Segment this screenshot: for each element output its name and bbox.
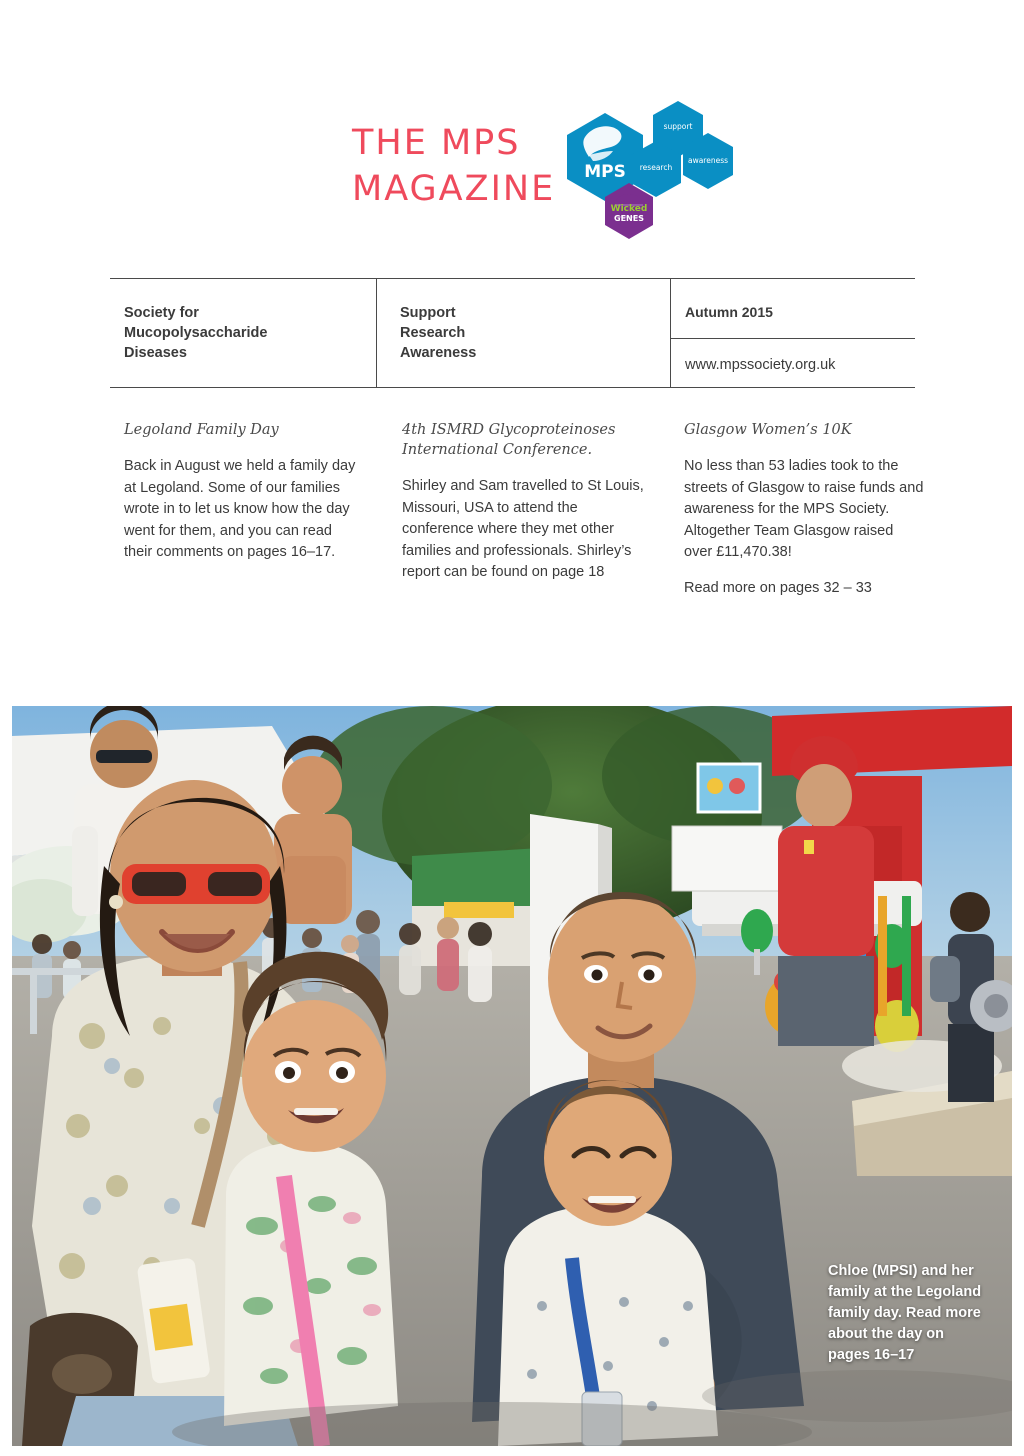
band-rule-top [110,278,915,279]
masthead [0,0,1024,270]
band-rule-bottom [110,387,915,388]
mps-society-logo [545,95,765,255]
logo-hex-label-research: research [639,163,673,172]
magazine-title-line2: MAGAZINE [352,169,556,209]
society-name-line2: Mucopolysaccharide [124,325,268,341]
photo-caption: Chloe (MPSI) and her family at the Legoland family day. Read more about the day on pages 16–17 [828,1263,982,1363]
teaser-heading: Legoland Family Day [124,422,279,438]
issue-date: Autumn 2015 [685,304,773,320]
logo-center-label: MPS [584,162,626,182]
logo-hex-label-support: support [663,122,693,131]
society-name-line3: Diseases [124,345,187,361]
background-person-center [274,736,352,924]
cover-photograph [12,706,1012,1446]
teaser-column-ismrd [402,420,652,598]
magazine-title-line1: THE MPS [352,123,521,163]
teaser-column-legoland [124,420,364,578]
teaser-read-more: Read more on pages 32 – 33 [684,579,872,596]
teaser-paragraph: Shirley and Sam travelled to St Louis, Missouri, USA to attend the conference where they met other families and professionals. Shirley’s report can be found on page 18 [402,478,644,580]
pillars [400,303,476,363]
pillar-awareness: Awareness [400,345,477,361]
teaser-paragraph: No less than 53 ladies took to the streets of Glasgow to raise funds and awareness for the MPS Society. Altogether Team Glasgow raised over £11,470.38! [684,458,924,560]
logo-badge-line2: GENES [614,214,644,223]
band-rule-mid [670,338,915,339]
teaser-columns [110,420,924,640]
society-name-line1: Society for [124,305,199,321]
teaser-heading: 4th ISMRD Glycoproteinoses International Conference. [402,422,616,458]
teaser-paragraph: Back in August we held a family day at Legoland. Some of our families wrote in to let us know how the day went for them, and you can read their comments on pages 16–17. [124,458,356,560]
teaser-column-glasgow-10k [684,420,924,613]
society-name [124,303,267,363]
logo-badge-line1: Wicked [610,204,648,214]
pillar-research: Research [400,325,466,341]
pillar-support: Support [400,305,456,321]
band-rule-divider-1 [376,278,377,388]
teaser-heading: Glasgow Women’s 10K [684,422,852,438]
website-url[interactable]: www.mpssociety.org.uk [685,357,836,373]
logo-hex-label-awareness: awareness [687,156,729,165]
info-band [110,278,915,388]
magazine-title [352,120,572,212]
band-rule-divider-2 [670,278,671,388]
